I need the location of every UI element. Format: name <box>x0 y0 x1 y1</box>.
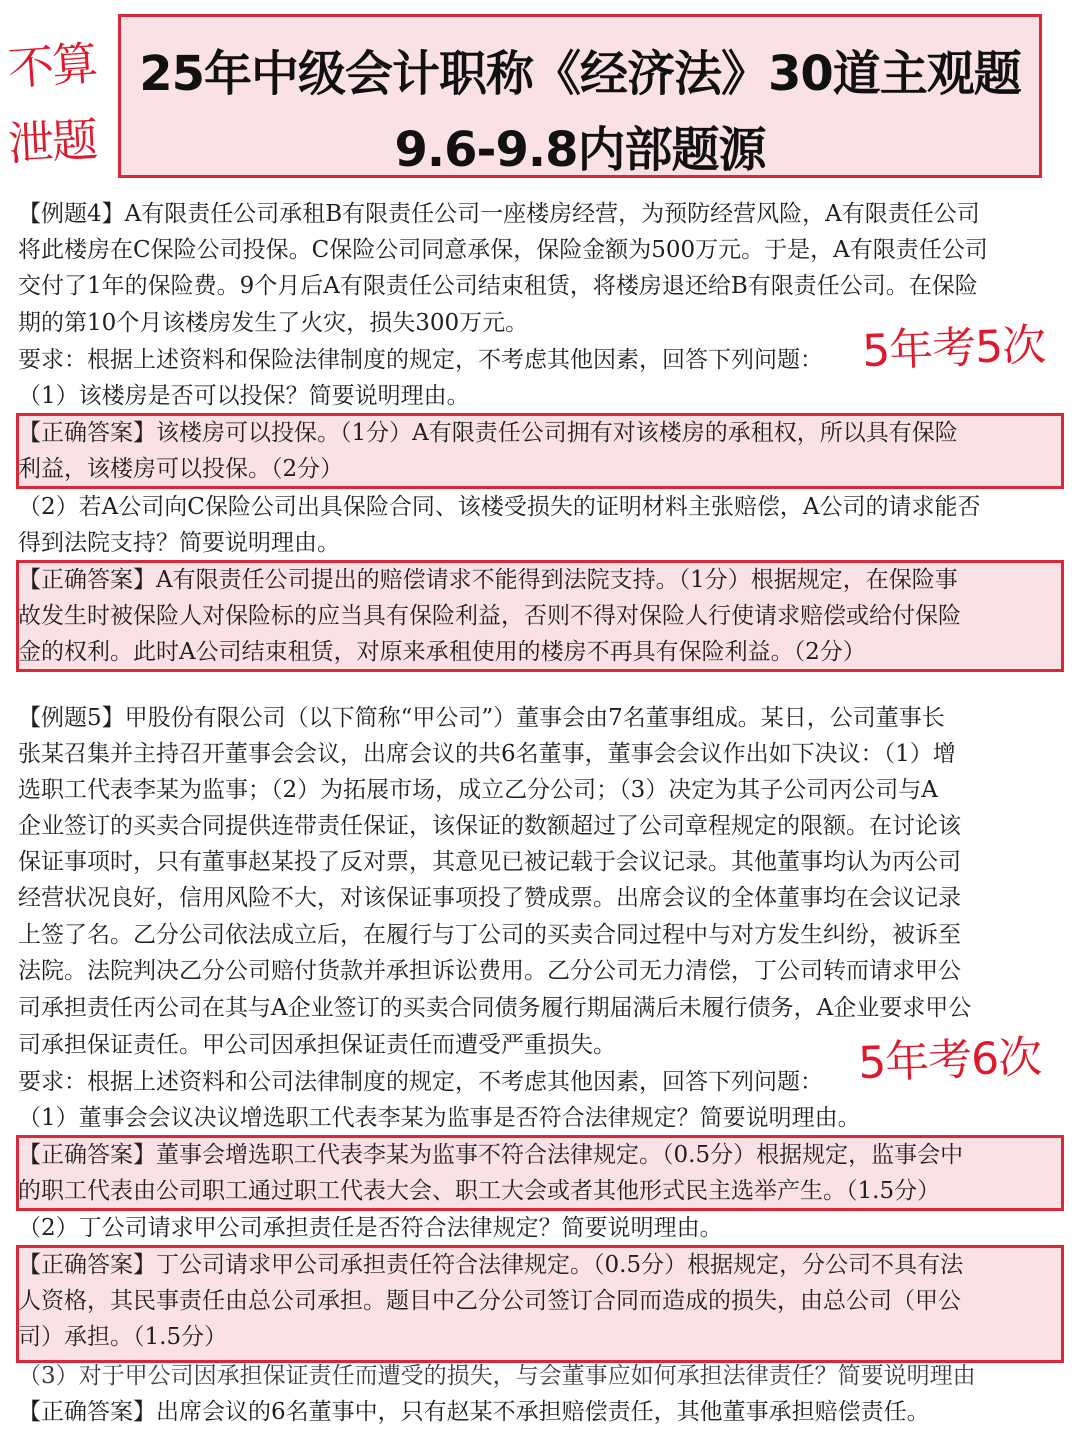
q4-text-line: 交付了1年的保险费。9个月后A有限责任公司结束租赁，将楼房退还给B有限责任公司。在保险 <box>18 273 978 299</box>
page-subtitle: 9.6-9.8内部题源 <box>394 122 766 178</box>
q5-text-line: 企业签订的买卖合同提供连带责任保证，该保证的数额超过了公司章程规定的限额。在讨论该 <box>18 813 961 839</box>
handwritten-note-not-leak-1: 不算 <box>6 35 98 96</box>
q4-question-2-line: 得到法院支持？简要说明理由。 <box>18 530 340 556</box>
q5-answer-3: 【正确答案】出席会议的6名董事中，只有赵某不承担赔偿责任，其他董事承担赔偿责任。 <box>18 1399 930 1425</box>
q5-text-line: 司承担责任丙公司在其与A企业签订的买卖合同债务履行期届满后未履行债务，A企业要求甲公 <box>18 995 972 1021</box>
q4-text-line: 期的第10个月该楼房发生了火灾，损失300万元。 <box>18 310 529 336</box>
q5-question-1: （1）董事会会议决议增选职工代表李某为监事是否符合法律规定？简要说明理由。 <box>18 1105 861 1131</box>
q5-answer-2-line: 人资格，其民事责任由总公司承担。题目中乙分公司签订合同而造成的损失，由总公司（甲公 <box>18 1288 961 1314</box>
q5-text-line: 张某召集并主持召开董事会会议，出席会议的共6名董事，董事会会议作出如下决议：（1）增 <box>18 741 956 767</box>
page-title: 25年中级会计职称《经济法》30道主观题 <box>139 46 1021 102</box>
q5-text-line: 保证事项时，只有董事赵某投了反对票，其意见已被记载于会议记录。其他董事均认为丙公司 <box>18 849 961 875</box>
handwritten-note-frequency-2: 5年考6次 <box>857 1031 1042 1090</box>
handwritten-note-frequency-1: 5年考5次 <box>861 319 1046 378</box>
q5-answer-1-line: 【正确答案】董事会增选职工代表李某为监事不符合法律规定。（0.5分）根据规定，监事会中 <box>18 1142 964 1168</box>
q5-question-2: （2）丁公司请求甲公司承担责任是否符合法律规定？简要说明理由。 <box>18 1215 723 1241</box>
q4-text-line: 将此楼房在C保险公司投保。C保险公司同意承保，保险金额为500万元。于是，A有限责任公司 <box>18 237 988 263</box>
q4-requirement: 要求：根据上述资料和保险法律制度的规定，不考虑其他因素，回答下列问题： <box>18 347 823 373</box>
q4-answer-2-line: 【正确答案】A有限责任公司提出的赔偿请求不能得到法院支持。（1分）根据规定，在保险事 <box>18 567 958 593</box>
q4-answer-1-line: 【正确答案】该楼房可以投保。（1分）A有限责任公司拥有对该楼房的承租权，所以具有保险 <box>18 420 958 446</box>
q5-answer-2-line: 司）承担。（1.5分） <box>18 1324 228 1350</box>
q4-answer-1-line: 利益，该楼房可以投保。（2分） <box>18 456 344 482</box>
q5-text-line: 经营状况良好，信用风险不大，对该保证事项投了赞成票。出席会议的全体董事均在会议记录 <box>18 885 961 911</box>
q5-answer-2-line: 【正确答案】丁公司请求甲公司承担责任符合法律规定。（0.5分）根据规定，分公司不具有法 <box>18 1252 964 1278</box>
q5-text-line: 选职工代表李某为监事；（2）为拓展市场，成立乙分公司；（3）决定为其子公司丙公司与A <box>18 777 938 803</box>
q5-text-line: 【例题5】甲股份有限公司（以下简称“甲公司”）董事会由7名董事组成。某日，公司董事长 <box>18 705 945 731</box>
q4-question-1: （1）该楼房是否可以投保？简要说明理由。 <box>18 383 470 409</box>
q5-text-line: 司承担保证责任。甲公司因承担保证责任而遭受严重损失。 <box>18 1032 616 1058</box>
q4-answer-2-line: 故发生时被保险人对保险标的应当具有保险利益，否则不得对保险人行使请求赔偿或给付保险 <box>18 603 961 629</box>
q5-text-line: 法院。法院判决乙分公司赔付货款并承担诉讼费用。乙分公司无力清偿，丁公司转而请求甲公 <box>18 958 961 984</box>
q5-question-3: （3）对于甲公司因承担保证责任而遭受的损失，与会董事应如何承担法律责任？简要说明理由 <box>18 1363 976 1389</box>
q4-answer-2-line: 金的权利。此时A公司结束租赁，对原来承租使用的楼房不再具有保险利益。（2分） <box>18 639 866 665</box>
q4-question-2-line: （2）若A公司向C保险公司出具保险合同、该楼受损失的证明材料主张赔偿，A公司的请求能否 <box>18 494 981 520</box>
q5-requirement: 要求：根据上述资料和公司法律制度的规定，不考虑其他因素，回答下列问题： <box>18 1069 823 1095</box>
q5-text-line: 上签了名。乙分公司依法成立后，在履行与丁公司的买卖合同过程中与对方发生纠纷，被诉至 <box>18 922 961 948</box>
q5-answer-1-line: 的职工代表由公司职工通过职工代表大会、职工大会或者其他形式民主选举产生。（1.5分） <box>18 1178 941 1204</box>
q4-text-line: 【例题4】A有限责任公司承租B有限责任公司一座楼房经营，为预防经营风险，A有限责任公司 <box>18 201 980 227</box>
title-banner <box>118 14 1042 178</box>
handwritten-note-not-leak-2: 泄题 <box>6 112 98 171</box>
